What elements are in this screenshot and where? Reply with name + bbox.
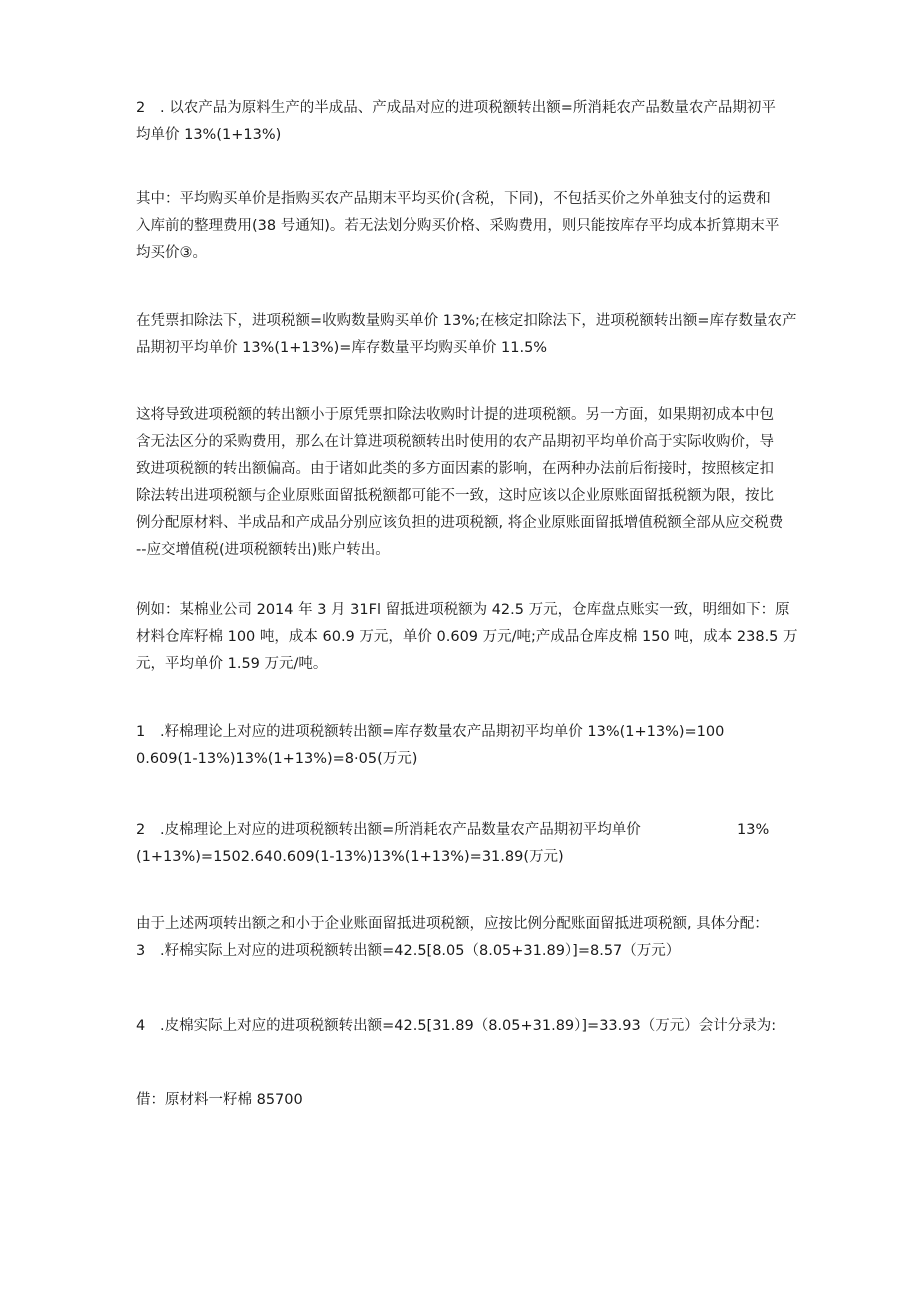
paragraph-6 xyxy=(136,719,776,773)
paragraph-line: 除法转出进项税额与企业原账面留抵税额都可能不一致，这时应该以企业原账面留抵税额为限，按比 xyxy=(136,488,774,504)
paragraph-line: 材料仓库籽棉 100 吨，成本 60.9 万元，单价 0.609 万元/吨;产成品仓库皮棉 150 吨，成本 238.5 万 xyxy=(136,629,798,645)
paragraph-5 xyxy=(136,597,798,678)
paragraph-10 xyxy=(136,1087,776,1114)
text-span: .皮棉实际上对应的进项税额转出额=42.5[31.89（8.05+31.89）]=33.93（万元）会计分录为: xyxy=(160,1018,777,1034)
paragraph-line: 这将导致进项税额的转出额小于原凭票扣除法收购时计提的进项税额。另一方面，如果期初成本中包 xyxy=(136,407,774,423)
paragraph-3 xyxy=(136,308,797,362)
paragraph-line: --应交增值税(进项税额转出)账户转出。 xyxy=(136,542,390,558)
paragraph-line xyxy=(136,1013,776,1040)
text-span: 13% xyxy=(737,822,770,838)
text-span: .籽棉实际上对应的进项税额转出额=42.5[8.05（8.05+31.89）]=8.57（万元） xyxy=(160,943,681,959)
text-span: .籽棉理论上对应的进项税额转出额=库存数量农产品期初平均单价 13%(1+13%)=100 xyxy=(160,724,725,740)
paragraph-line: 在凭票扣除法下，进项税额=收购数量购买单价 13%;在核定扣除法下，进项税额转出额=库存数量农产 xyxy=(136,313,797,329)
paragraph-line xyxy=(136,938,776,965)
paragraph-4 xyxy=(136,402,784,564)
paragraph-1 xyxy=(136,95,776,149)
paragraph-line: 由于上述两项转出额之和小于企业账面留抵进项税额，应按比例分配账面留抵进项税额, 具体分配： xyxy=(136,916,769,932)
paragraph-8 xyxy=(136,911,776,965)
text-span: .皮棉理论上对应的进项税额转出额=所消耗农产品数量农产品期初平均单价 xyxy=(160,822,641,838)
paragraph-line xyxy=(136,95,776,122)
paragraph-line: 元，平均单价 1.59 万元/吨。 xyxy=(136,656,328,672)
paragraph-line: 例分配原材料、半成品和产成品分别应该负担的进项税额, 将企业原账面留抵增值税额全部从应交税费 xyxy=(136,515,784,531)
paragraph-line: 借：原材料一籽棉 85700 xyxy=(136,1092,303,1108)
paragraph-9 xyxy=(136,1013,776,1040)
paragraph-2 xyxy=(136,186,780,267)
paragraph-line xyxy=(136,719,776,746)
item-number: 3 xyxy=(136,943,146,959)
paragraph-7 xyxy=(136,817,776,871)
paragraph-line: 0.609(1-13%)13%(1+13%)=8·05(万元) xyxy=(136,751,418,767)
paragraph-line: 例如：某棉业公司 2014 年 3 月 31Fl 留抵进项税额为 42.5 万元，仓库盘点账实一致，明细如下：原 xyxy=(136,602,790,618)
paragraph-line: 均买价③。 xyxy=(136,245,207,261)
item-number: 4 xyxy=(136,1018,146,1034)
paragraph-line: 入库前的整理费用(38 号通知)。若无法划分购买价格、采购费用，则只能按库存平均成本折算期末平 xyxy=(136,218,780,234)
paragraph-line: 均单价 13%(1+13%) xyxy=(136,127,282,143)
item-number: 1 xyxy=(136,724,146,740)
item-number: 2 xyxy=(136,100,146,116)
paragraph-line xyxy=(136,817,776,844)
paragraph-line: 致进项税额的转出额偏高。由于诸如此类的多方面因素的影响，在两种办法前后衔接时，按照核定扣 xyxy=(136,461,774,477)
paragraph-line: 品期初平均单价 13%(1+13%)=库存数量平均购买单价 11.5% xyxy=(136,340,548,356)
paragraph-line: 含无法区分的采购费用，那么在计算进项税额转出时使用的农产品期初平均单价高于实际收购价，导 xyxy=(136,434,774,450)
item-number: 2 xyxy=(136,822,146,838)
text-span: . 以农产品为原料生产的半成品、产成品对应的进项税额转出额=所消耗农产品数量农产品期初平 xyxy=(160,100,776,116)
paragraph-line: 其中：平均购买单价是指购买农产品期末平均买价(含税，下同)，不包括买价之外单独支付的运费和 xyxy=(136,191,771,207)
paragraph-line: (1+13%)=1502.640.609(1-13%)13%(1+13%)=31.89(万元) xyxy=(136,849,564,865)
